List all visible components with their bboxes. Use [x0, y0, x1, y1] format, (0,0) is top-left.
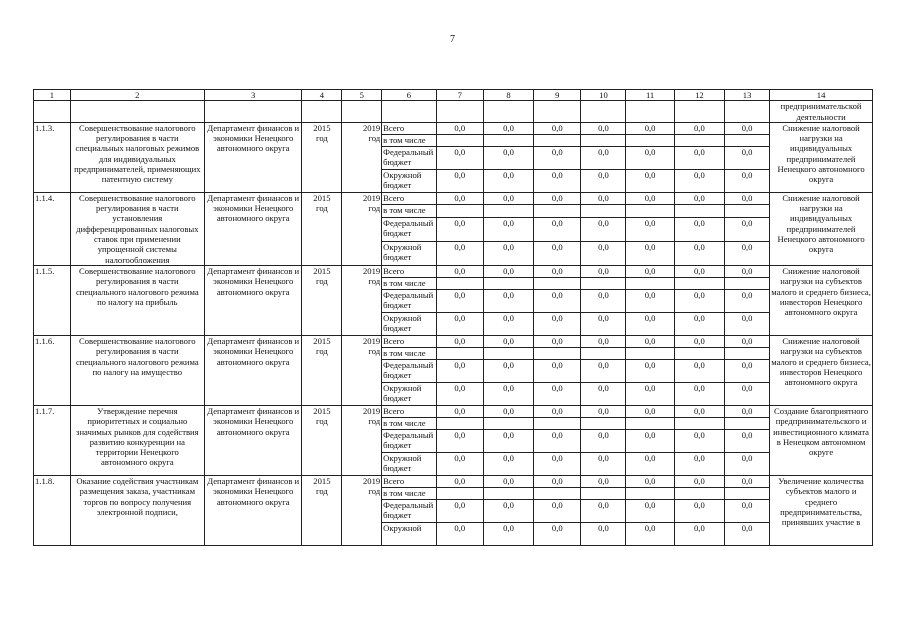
funding-value: 0,0 [626, 192, 674, 205]
funding-value: 0,0 [674, 382, 724, 405]
funding-value: 0,0 [581, 122, 626, 134]
funding-value: 0,0 [725, 522, 770, 545]
end-year-unit: год [368, 416, 381, 427]
funding-value: 0,0 [534, 382, 581, 405]
funding-value [674, 347, 724, 359]
funding-value: 0,0 [626, 499, 674, 522]
end-year [342, 122, 382, 192]
funding-value: 0,0 [674, 241, 724, 265]
funding-source: Всего [382, 265, 437, 277]
end-year-unit: год [368, 346, 381, 357]
funding-value: 0,0 [725, 217, 770, 241]
activity-name: Совершенствование налогового регулирования в части установления дифференцированных налоговых ставок при применении упрощенной системы налогообложения [70, 192, 204, 265]
funding-value: 0,0 [725, 499, 770, 522]
column-number: 6 [382, 90, 437, 101]
funding-value: 0,0 [581, 312, 626, 335]
expected-result: предпринимательской деятельности [770, 101, 873, 123]
funding-source: Федеральный бюджет [382, 217, 437, 241]
funding-value: 0,0 [534, 522, 581, 545]
table-row [34, 192, 873, 205]
end-year [342, 265, 382, 335]
activity-name: Совершенствование налогового регулирования в части специального налогового режима по налогу на прибыль [70, 265, 204, 335]
expected-result: Снижение налоговой нагрузки на субъектов малого и среднего бизнеса, инвесторов Ненецкого автономного округа [770, 265, 873, 335]
end-year-unit: год [368, 133, 381, 144]
funding-source: в том числе [382, 417, 437, 429]
funding-value [674, 417, 724, 429]
funding-value: 0,0 [436, 241, 483, 265]
column-number: 1 [34, 90, 71, 101]
funding-value: 0,0 [725, 289, 770, 312]
start-year-value: 2015 [313, 265, 331, 276]
empty-cell [626, 101, 674, 123]
funding-value: 0,0 [483, 265, 533, 277]
item-number: 1.1.6. [34, 335, 71, 405]
funding-value [483, 487, 533, 499]
funding-value: 0,0 [483, 217, 533, 241]
funding-value: 0,0 [626, 241, 674, 265]
start-year [302, 265, 342, 335]
funding-value: 0,0 [534, 192, 581, 205]
funding-value: 0,0 [581, 289, 626, 312]
header-row [34, 90, 873, 101]
start-year-value: 2015 [313, 122, 331, 133]
funding-source: Окружной бюджет [382, 452, 437, 475]
funding-value: 0,0 [674, 429, 724, 452]
funding-value: 0,0 [626, 335, 674, 347]
end-year [342, 192, 382, 265]
funding-value: 0,0 [725, 312, 770, 335]
funding-value: 0,0 [534, 122, 581, 134]
expected-result: Создание благоприятного предпринимательского и инвестиционного климата в Ненецком автономном округе [770, 405, 873, 475]
funding-value [581, 134, 626, 146]
funding-value: 0,0 [674, 217, 724, 241]
funding-value: 0,0 [483, 452, 533, 475]
funding-source: в том числе [382, 347, 437, 359]
funding-value: 0,0 [436, 192, 483, 205]
funding-value: 0,0 [436, 312, 483, 335]
empty-cell [534, 101, 581, 123]
funding-value [436, 205, 483, 218]
column-number: 4 [302, 90, 342, 101]
funding-value: 0,0 [436, 405, 483, 417]
funding-value: 0,0 [674, 312, 724, 335]
start-year-value: 2015 [313, 192, 331, 203]
start-year [302, 122, 342, 192]
funding-value: 0,0 [581, 382, 626, 405]
funding-value [483, 347, 533, 359]
funding-value: 0,0 [674, 289, 724, 312]
funding-value: 0,0 [626, 475, 674, 487]
funding-value [626, 205, 674, 218]
funding-value: 0,0 [436, 146, 483, 169]
funding-value [626, 134, 674, 146]
funding-value [534, 347, 581, 359]
funding-value: 0,0 [581, 499, 626, 522]
funding-value [483, 417, 533, 429]
funding-value: 0,0 [674, 122, 724, 134]
program-activities-table [33, 89, 873, 546]
funding-source: Федеральный бюджет [382, 289, 437, 312]
item-number: 1.1.7. [34, 405, 71, 475]
column-number: 12 [674, 90, 724, 101]
funding-value: 0,0 [534, 499, 581, 522]
expected-result: Снижение налоговой нагрузки на индивидуальных предпринимателей Ненецкого автономного округа [770, 192, 873, 265]
funding-value [534, 134, 581, 146]
start-year-unit: год [316, 416, 328, 427]
funding-value: 0,0 [483, 405, 533, 417]
item-number: 1.1.5. [34, 265, 71, 335]
executor: Департамент финансов и экономики Ненецкого автономного округа [204, 122, 302, 192]
start-year-unit: год [316, 133, 328, 144]
column-number: 2 [70, 90, 204, 101]
empty-cell [725, 101, 770, 123]
funding-value: 0,0 [436, 382, 483, 405]
funding-value: 0,0 [626, 122, 674, 134]
funding-source: Федеральный бюджет [382, 359, 437, 382]
funding-value [436, 134, 483, 146]
funding-source: в том числе [382, 205, 437, 218]
funding-value [626, 347, 674, 359]
funding-value [534, 277, 581, 289]
funding-source: Всего [382, 475, 437, 487]
funding-value [725, 134, 770, 146]
funding-value: 0,0 [626, 312, 674, 335]
funding-value [725, 347, 770, 359]
funding-value: 0,0 [436, 217, 483, 241]
end-year [342, 335, 382, 405]
funding-value: 0,0 [436, 452, 483, 475]
funding-value: 0,0 [725, 359, 770, 382]
funding-source: Всего [382, 405, 437, 417]
funding-value: 0,0 [626, 429, 674, 452]
table-row [34, 265, 873, 277]
column-number: 7 [436, 90, 483, 101]
funding-value [581, 205, 626, 218]
funding-value: 0,0 [483, 312, 533, 335]
funding-value: 0,0 [534, 146, 581, 169]
start-year-value: 2015 [313, 335, 331, 346]
funding-value: 0,0 [436, 429, 483, 452]
funding-value: 0,0 [674, 265, 724, 277]
funding-value: 0,0 [483, 475, 533, 487]
funding-source: Всего [382, 192, 437, 205]
funding-value [483, 205, 533, 218]
funding-value: 0,0 [581, 429, 626, 452]
funding-source: Федеральный бюджет [382, 146, 437, 169]
funding-value [725, 417, 770, 429]
funding-value [725, 277, 770, 289]
funding-value: 0,0 [674, 405, 724, 417]
funding-value: 0,0 [581, 475, 626, 487]
funding-value: 0,0 [674, 146, 724, 169]
end-year-unit: год [368, 203, 381, 214]
item-number: 1.1.4. [34, 192, 71, 265]
end-year [342, 405, 382, 475]
activity-name: Утверждение перечня приоритетных и социально значимых рынков для содействия развитию конкуренции на территории Ненецкого автономного округа [70, 405, 204, 475]
end-year-value: 2019 [362, 192, 381, 203]
funding-source: Окружной бюджет [382, 169, 437, 192]
table-row [34, 405, 873, 417]
end-year-unit: год [368, 486, 381, 497]
end-year-value: 2019 [362, 265, 381, 276]
column-number: 5 [342, 90, 382, 101]
funding-value: 0,0 [534, 429, 581, 452]
funding-value [534, 487, 581, 499]
executor: Департамент финансов и экономики Ненецкого автономного округа [204, 405, 302, 475]
start-year [302, 405, 342, 475]
funding-value: 0,0 [581, 265, 626, 277]
activity-name: Совершенствование налогового регулирования в части специальных налоговых режимов для индивидуальных предпринимателей, применяющих патентную систему [70, 122, 204, 192]
funding-value [436, 347, 483, 359]
funding-value: 0,0 [674, 192, 724, 205]
start-year-unit: год [316, 486, 328, 497]
funding-value: 0,0 [436, 169, 483, 192]
funding-source: Всего [382, 122, 437, 134]
funding-value [534, 417, 581, 429]
funding-value: 0,0 [626, 265, 674, 277]
empty-cell [302, 101, 342, 123]
funding-value: 0,0 [725, 192, 770, 205]
empty-cell [34, 101, 71, 123]
funding-source: Всего [382, 335, 437, 347]
continuation-row [34, 101, 873, 123]
funding-value: 0,0 [626, 405, 674, 417]
empty-cell [674, 101, 724, 123]
end-year-value: 2019 [362, 122, 381, 133]
end-year-value: 2019 [362, 475, 381, 486]
funding-source: Окружной бюджет [382, 382, 437, 405]
funding-value: 0,0 [436, 265, 483, 277]
funding-value: 0,0 [534, 289, 581, 312]
funding-value: 0,0 [581, 405, 626, 417]
funding-value: 0,0 [626, 217, 674, 241]
funding-source: Окружной бюджет [382, 312, 437, 335]
funding-source: в том числе [382, 277, 437, 289]
funding-value [436, 417, 483, 429]
funding-value: 0,0 [725, 452, 770, 475]
funding-value: 0,0 [534, 265, 581, 277]
funding-value: 0,0 [581, 359, 626, 382]
empty-cell [483, 101, 533, 123]
executor: Департамент финансов и экономики Ненецкого автономного округа [204, 265, 302, 335]
funding-source: в том числе [382, 487, 437, 499]
funding-value: 0,0 [436, 335, 483, 347]
table-row [34, 475, 873, 487]
activity-name: Оказание содействия участникам размещения заказа, участникам торгов по вопросу получения электронной подписи, [70, 475, 204, 545]
funding-value: 0,0 [725, 241, 770, 265]
funding-value [725, 205, 770, 218]
page-number: 7 [450, 34, 455, 45]
funding-value [534, 205, 581, 218]
funding-value: 0,0 [436, 359, 483, 382]
funding-value: 0,0 [483, 241, 533, 265]
funding-value: 0,0 [581, 452, 626, 475]
funding-value [436, 277, 483, 289]
funding-value: 0,0 [674, 522, 724, 545]
executor: Департамент финансов и экономики Ненецкого автономного округа [204, 335, 302, 405]
funding-value: 0,0 [674, 335, 724, 347]
start-year-value: 2015 [313, 405, 331, 416]
funding-value: 0,0 [581, 169, 626, 192]
funding-value: 0,0 [626, 146, 674, 169]
start-year [302, 192, 342, 265]
funding-source: Федеральный бюджет [382, 499, 437, 522]
funding-value: 0,0 [483, 289, 533, 312]
activity-name: Совершенствование налогового регулирования в части специального налогового режима по налогу на имущество [70, 335, 204, 405]
funding-value [483, 134, 533, 146]
funding-value: 0,0 [725, 265, 770, 277]
funding-value [674, 277, 724, 289]
empty-cell [436, 101, 483, 123]
funding-value [626, 417, 674, 429]
column-number: 8 [483, 90, 533, 101]
funding-value: 0,0 [483, 192, 533, 205]
funding-value: 0,0 [436, 475, 483, 487]
funding-source: Федеральный бюджет [382, 429, 437, 452]
start-year-value: 2015 [313, 475, 331, 486]
executor: Департамент финансов и экономики Ненецкого автономного округа [204, 192, 302, 265]
end-year-value: 2019 [362, 335, 381, 346]
column-number: 13 [725, 90, 770, 101]
funding-value: 0,0 [436, 122, 483, 134]
funding-value: 0,0 [626, 382, 674, 405]
funding-value [581, 417, 626, 429]
funding-value: 0,0 [581, 335, 626, 347]
funding-value: 0,0 [581, 146, 626, 169]
column-number: 9 [534, 90, 581, 101]
funding-value: 0,0 [674, 499, 724, 522]
funding-value: 0,0 [725, 122, 770, 134]
funding-source: в том числе [382, 134, 437, 146]
funding-value: 0,0 [534, 312, 581, 335]
start-year-unit: год [316, 346, 328, 357]
empty-cell [342, 101, 382, 123]
funding-value [626, 487, 674, 499]
funding-value: 0,0 [626, 452, 674, 475]
start-year-unit: год [316, 276, 328, 287]
column-number: 3 [204, 90, 302, 101]
funding-value: 0,0 [534, 217, 581, 241]
table-row [34, 335, 873, 347]
end-year-value: 2019 [362, 405, 381, 416]
funding-value: 0,0 [483, 146, 533, 169]
funding-value [674, 487, 724, 499]
funding-value: 0,0 [534, 359, 581, 382]
funding-value: 0,0 [534, 405, 581, 417]
funding-value: 0,0 [626, 359, 674, 382]
funding-value: 0,0 [436, 289, 483, 312]
executor: Департамент финансов и экономики Ненецкого автономного округа [204, 475, 302, 545]
funding-value [725, 487, 770, 499]
funding-value [674, 134, 724, 146]
funding-value [436, 487, 483, 499]
funding-value: 0,0 [483, 429, 533, 452]
funding-value: 0,0 [581, 217, 626, 241]
funding-value: 0,0 [725, 335, 770, 347]
funding-value: 0,0 [674, 359, 724, 382]
funding-value: 0,0 [483, 169, 533, 192]
column-number: 14 [770, 90, 873, 101]
funding-value: 0,0 [483, 499, 533, 522]
funding-value: 0,0 [534, 241, 581, 265]
funding-value [674, 205, 724, 218]
funding-value [626, 277, 674, 289]
funding-value: 0,0 [626, 522, 674, 545]
funding-value: 0,0 [483, 522, 533, 545]
column-number: 10 [581, 90, 626, 101]
start-year-unit: год [316, 203, 328, 214]
funding-value: 0,0 [436, 522, 483, 545]
end-year-unit: год [368, 276, 381, 287]
funding-value: 0,0 [725, 429, 770, 452]
empty-cell [382, 101, 437, 123]
funding-source: Окружной [382, 522, 437, 545]
funding-value [483, 277, 533, 289]
funding-value: 0,0 [674, 169, 724, 192]
funding-value: 0,0 [483, 382, 533, 405]
funding-value: 0,0 [674, 452, 724, 475]
empty-cell [70, 101, 204, 123]
expected-result: Снижение налоговой нагрузки на субъектов малого и среднего бизнеса, инвесторов Ненецкого автономного округа [770, 335, 873, 405]
empty-cell [581, 101, 626, 123]
table-row [34, 122, 873, 134]
funding-source: Окружной бюджет [382, 241, 437, 265]
funding-value: 0,0 [534, 452, 581, 475]
funding-value: 0,0 [483, 359, 533, 382]
expected-result: Снижение налоговой нагрузки на индивидуальных предпринимателей Ненецкого автономного округа [770, 122, 873, 192]
funding-value: 0,0 [725, 146, 770, 169]
funding-value: 0,0 [483, 335, 533, 347]
funding-value: 0,0 [534, 475, 581, 487]
end-year [342, 475, 382, 545]
funding-value [581, 277, 626, 289]
expected-result: Увеличение количества субъектов малого и среднего предпринимательства, принявших участие в [770, 475, 873, 545]
empty-cell [204, 101, 302, 123]
funding-value: 0,0 [581, 241, 626, 265]
funding-value: 0,0 [626, 169, 674, 192]
start-year [302, 335, 342, 405]
start-year [302, 475, 342, 545]
funding-value: 0,0 [674, 475, 724, 487]
funding-value: 0,0 [725, 169, 770, 192]
funding-value [581, 487, 626, 499]
funding-value: 0,0 [725, 382, 770, 405]
item-number: 1.1.8. [34, 475, 71, 545]
funding-value: 0,0 [483, 122, 533, 134]
funding-value: 0,0 [725, 405, 770, 417]
funding-value: 0,0 [436, 499, 483, 522]
funding-value: 0,0 [581, 522, 626, 545]
funding-value: 0,0 [725, 475, 770, 487]
item-number: 1.1.3. [34, 122, 71, 192]
funding-value: 0,0 [581, 192, 626, 205]
funding-value: 0,0 [534, 169, 581, 192]
funding-value: 0,0 [534, 335, 581, 347]
funding-value: 0,0 [626, 289, 674, 312]
funding-value [581, 347, 626, 359]
column-number: 11 [626, 90, 674, 101]
